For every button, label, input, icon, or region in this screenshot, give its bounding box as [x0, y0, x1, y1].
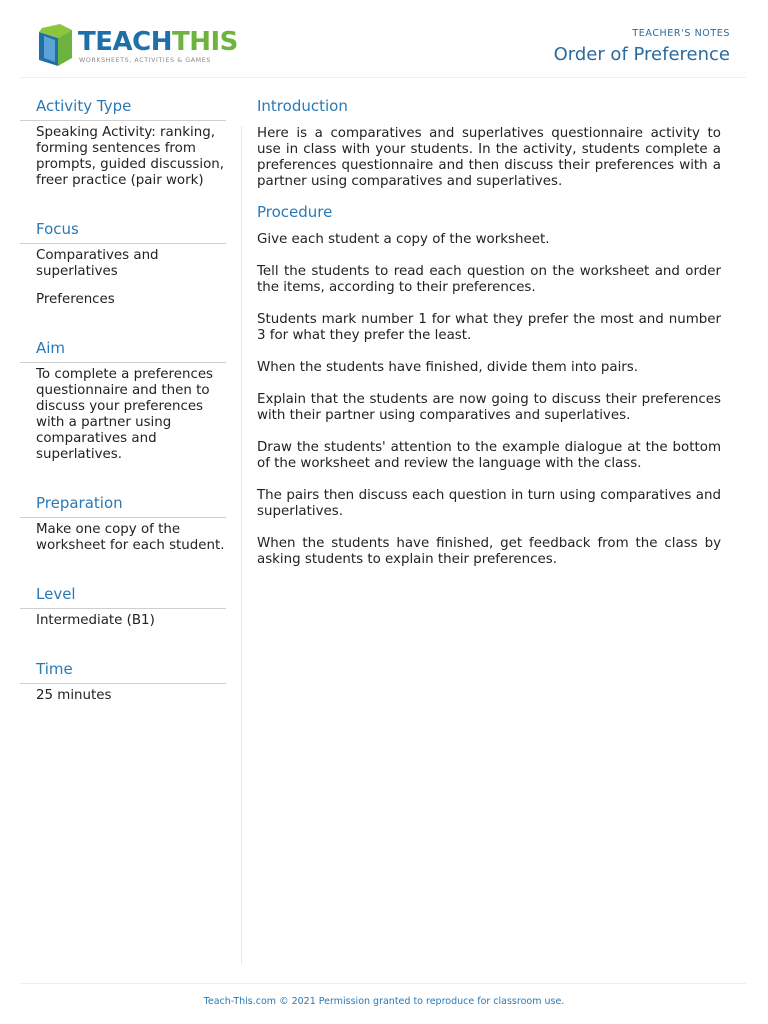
- time-heading: Time: [20, 657, 226, 684]
- aim-text: To complete a preferences questionnaire and then to discuss your preferences with a partner using comparatives and superlatives.: [36, 367, 214, 462]
- introduction-text: Here is a comparatives and superlatives questionnaire activity to use in class with your students. In the activity, students complete a preferences questionnaire and then discuss their preferences with a partner using comparatives and superlatives.: [257, 126, 721, 189]
- time-text: 25 minutes: [36, 688, 112, 703]
- procedure-heading: Procedure: [257, 203, 333, 221]
- sidebar: [20, 94, 226, 732]
- focus-section: [20, 217, 226, 308]
- book-icon: [36, 24, 76, 68]
- focus-heading: Focus: [20, 217, 226, 244]
- procedure-step: When the students have finished, divide them into pairs.: [257, 360, 639, 375]
- teachers-notes-label: TEACHER'S NOTES: [632, 28, 730, 39]
- preparation-text: Make one copy of the worksheet for each student.: [36, 522, 225, 553]
- page-header: [0, 0, 768, 78]
- preparation-section: [20, 491, 226, 554]
- focus-item: Preferences: [36, 292, 115, 307]
- logo-word-this: THIS: [171, 27, 238, 57]
- level-text: Intermediate (B1): [36, 613, 155, 628]
- activity-type-section: [20, 94, 226, 189]
- logo-word-teach: TEACH: [78, 27, 172, 57]
- footer-divider: [20, 983, 746, 984]
- introduction-heading: Introduction: [257, 97, 348, 115]
- procedure-step: Draw the students' attention to the example dialogue at the bottom of the worksheet and review the language with the class.: [257, 440, 721, 471]
- aim-heading: Aim: [20, 336, 226, 363]
- header-divider: [20, 77, 746, 78]
- procedure-step: Give each student a copy of the worksheet.: [257, 232, 550, 247]
- procedure-step: When the students have finished, get feedback from the class by asking students to explain their preferences.: [257, 536, 721, 567]
- logo-tagline: WORKSHEETS, ACTIVITIES & GAMES: [79, 57, 211, 64]
- procedure-steps: [257, 232, 721, 568]
- document-title: Order of Preference: [553, 44, 730, 65]
- level-heading: Level: [20, 582, 226, 609]
- activity-type-heading: Activity Type: [20, 94, 226, 121]
- teach-this-logo: [36, 24, 236, 70]
- procedure-step: The pairs then discuss each question in turn using comparatives and superlatives.: [257, 488, 721, 519]
- level-section: [20, 582, 226, 629]
- focus-item: Comparatives and superlatives: [36, 248, 159, 279]
- activity-type-text: Speaking Activity: ranking, forming sentences from prompts, guided discussion, freer practice (pair work): [36, 125, 225, 188]
- aim-section: [20, 336, 226, 463]
- main-content: [257, 94, 721, 584]
- procedure-step: Tell the students to read each question on the worksheet and order the items, according to their preferences.: [257, 264, 721, 295]
- procedure-step: Students mark number 1 for what they prefer the most and number 3 for what they prefer the least.: [257, 312, 721, 343]
- procedure-step: Explain that the students are now going to discuss their preferences with their partner using comparatives and superlatives.: [257, 392, 721, 423]
- time-section: [20, 657, 226, 704]
- column-divider: [241, 126, 242, 964]
- footer-copyright: Teach-This.com © 2021 Permission granted to reproduce for classroom use.: [203, 996, 565, 1007]
- preparation-heading: Preparation: [20, 491, 226, 518]
